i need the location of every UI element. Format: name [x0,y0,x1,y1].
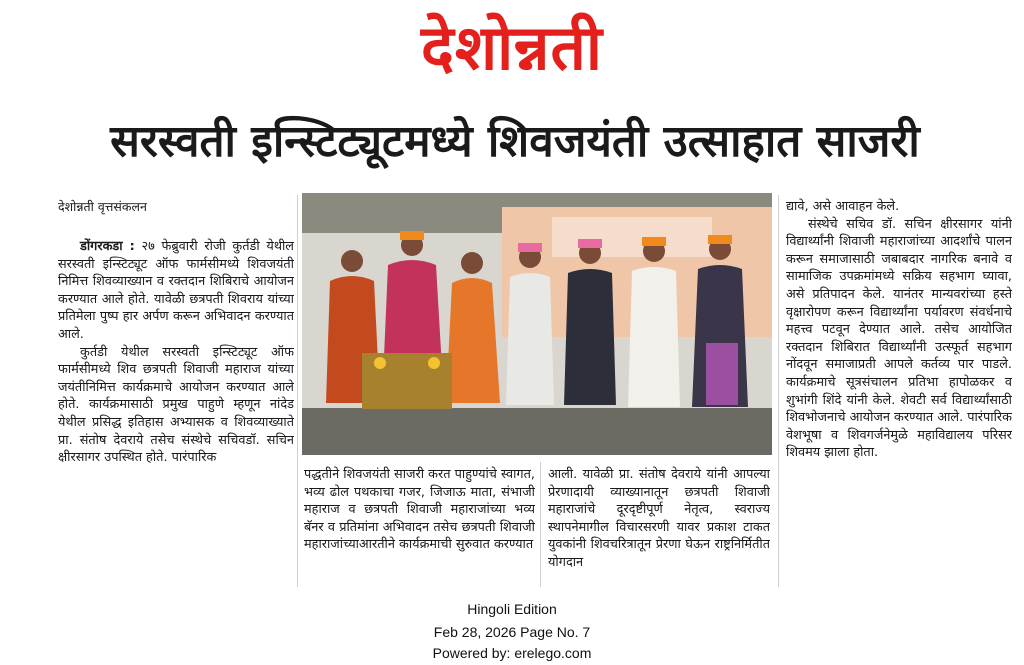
event-photo [302,193,772,455]
powered-by-label: Powered by: erelego.com [432,645,592,661]
article-column-1 [58,238,294,586]
column-rule [540,462,541,587]
lead-paragraph [58,238,294,344]
article-column-4 [786,198,1012,586]
column-rule [778,195,779,587]
edition-label: Hingoli Edition [467,601,557,617]
lead-text: २७ फेब्रुवारी रोजी कुर्तडी येथील सरस्वती इन्स्टिट्यूट ऑफ फार्मसीमध्ये शिवजयंती निमित्त शिवव्याख्यान व रक्तदान शिबिराचे आयोजन करण्यात आले होते. यावेळी छत्रपती शिवराय यांच्या प्रतिमेला पुष्प हार अर्पण करून अभिवादन करण्यात आले. [58,239,294,342]
article-paragraph: कुर्तडी येथील सरस्वती इन्स्टिट्यूट ऑफ फार्मसीमध्ये शिव छत्रपती शिवाजी महाराज यांच्या जयंतीनिमित्त कार्यक्रमाचे आयोजन करण्यात आले होते. कार्यक्रमासाठी प्रमुख पाहुणे म्हणून नांदेड येथील प्रसिद्ध इतिहास अभ्यासक व शिवव्याख्याते प्रा. संतोष देवराये तसेच संस्थेचे सचिवडॉ. सचिन क्षीरसागर उपस्थित होते. पारंपारिक [58,344,294,466]
article-paragraph: संस्थेचे सचिव डॉ. सचिन क्षीरसागर यांनी विद्यार्थ्यांनी शिवाजी महाराजांच्या आदर्शांचे पालन करून समाजासाठी जबाबदार नागरिक बनावे व सामाजिक उपक्रमांमध्ये सक्रिय सहभाग घ्यावा, असे प्रतिपादन केले. यानंतर मान्यवरांच्या हस्ते वृक्षारोपण करून विद्यार्थ्यांना पर्यावरण संवर्धनाचे महत्त्व पटवून देण्यात आले. तसेच आयोजित रक्तदान शिबिरात विद्यार्थ्यांनी उत्स्फूर्त सहभाग नोंदवून समाजाप्रती आपले कर्तव्य पार पाडले. कार्यक्रमाचे सूत्रसंचालन प्रतिभा हापोळकर व शुभांगी शिंदे यांनी केले. शेवटी सर्व विद्यार्थ्यांसाठी शिवभोजनाचे आयोजन करण्यात आले. पारंपारिक वेशभूषा व शिवगर्जनेमुळे महाविद्यालय परिसर शिवमय झाला होता. [786,216,1012,461]
article-paragraph: द्यावे, असे आवाहन केले. [786,199,900,214]
article-column-2 [304,466,535,586]
article-headline: सरस्वती इन्स्टिट्यूटमध्ये शिवजयंती उत्साहात साजरी [110,116,920,167]
article-column-3 [548,466,770,586]
article-paragraph: पद्धतीने शिवजयंती साजरी करत पाहुण्यांचे स्वागत, भव्य ढोल पथकाचा गजर, जिजाऊ माता, संभाजी महाराज व छत्रपती शिवाजी महाराजांच्या भव्य बॅनर व प्रतिमांना अभिवादन तसेच छत्रपती शिवाजी महाराजांच्याआरतीने कार्यक्रमाची सुरुवात करण्यात [304,467,535,553]
article-credit: देशोन्नती वृत्तसंकलन [58,199,147,214]
date-page-label: Feb 28, 2026 Page No. 7 [433,624,591,640]
article-paragraph: आली. यावेळी प्रा. संतोष देवराये यांनी आपल्या प्रेरणादायी व्याख्यानातून छत्रपती शिवाजी महाराजांचे दूरदृष्टीपूर्ण नेतृत्व, स्वराज्य स्थापनेमागील विचारसरणी यावर प्रकाश टाकत युवकांनी शिवचरित्रातून प्रेरणा घेऊन राष्ट्रनिर्मितीत योगदान [548,467,770,570]
event-photo-illustration [302,193,772,455]
dateline: डोंगरकडा : [80,239,135,254]
column-rule [297,195,298,587]
newspaper-masthead: देशोन्नती [421,11,603,84]
